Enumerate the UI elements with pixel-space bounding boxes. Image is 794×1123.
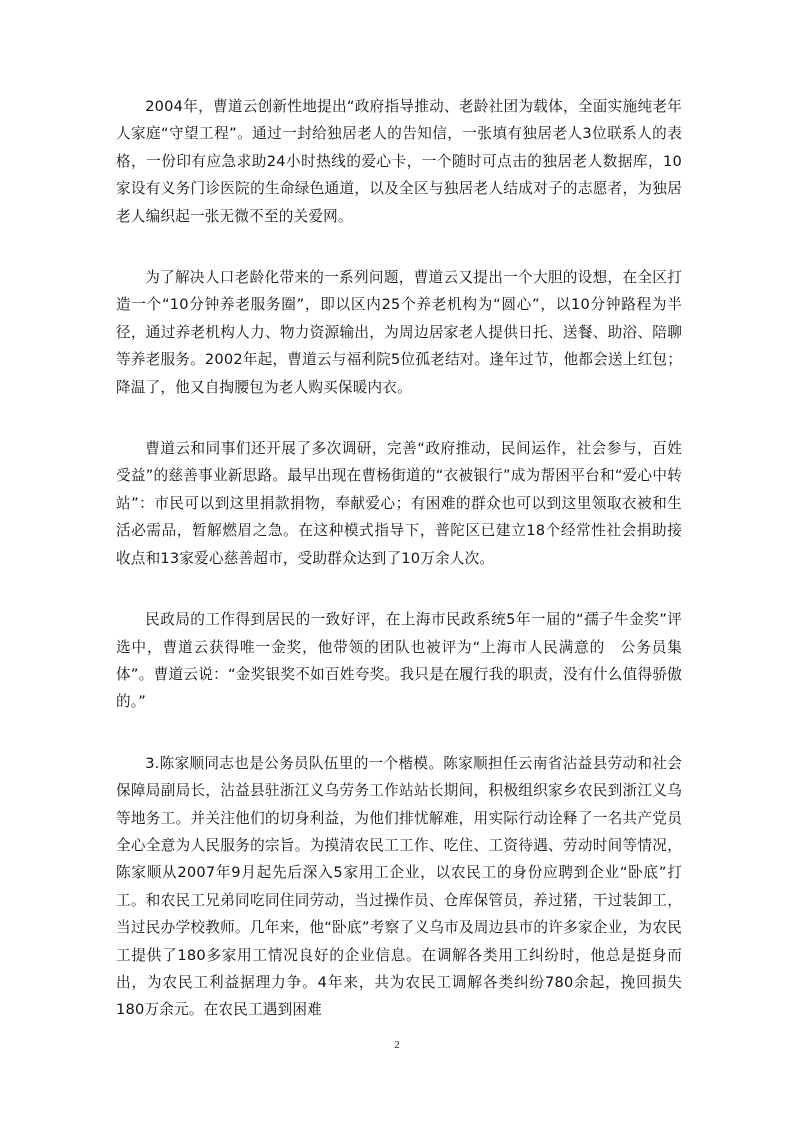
paragraph-elderly-service-circle: 为了解决人口老龄化带来的一系列问题，曹道云又提出一个大胆的设想，在全区打造一个“10分钟养老服务圈”，即以区内25个养老机构为“圆心”，以10分钟路程为半径，通过养老机构人力、物力资源输出，为周边居家老人提供日托、送餐、助浴、陪聊等养老服务。2002年起，曹道云与福利院5位孤老结对。逢年过节，他都会送上红包；降温了，他又自掏腰包为老人购买保暖内衣。 [116, 269, 682, 396]
paragraph-charity-approach: 曹道云和同事们还开展了多次调研，完善“政府推动，民间运作，社会参与，百姓受益”的慈善事业新思路。最早出现在曹杨街道的“衣被银行”成为帮困平台和“爱心中转站”：市民可以到这里捐款捐物，奉献爱心；有困难的群众也可以到这里领取衣被和生活必需品，暂解燃眉之急。在这种模式指导下，普陀区已建立18个经常性社会捐助接收点和13家爱心慈善超市，受助群众达到了10万余人次。 [116, 440, 682, 567]
paragraph-chen-jiashun: 3.陈家顺同志也是公务员队伍里的一个楷模。陈家顺担任云南省沾益县劳动和社会保障局副局长，沾益县驻浙江义乌劳务工作站站长期间，积极组织家乡农民到浙江义乌等地务工。并关注他们的切身利益，为他们排忧解难，用实际行动诠释了一名共产党员全心全意为人民服务的宗旨。为摸清农民工工作、吃住、工资待遇、劳动时间等情况，陈家顺从2007年9月起先后深入5家用工企业，以农民工的身份应聘到企业“卧底”打工。和农民工兄弟同吃同住同劳动，当过操作员、仓库保管员，养过猪，干过装卸工，当过民办学校教师。几年来，他“卧底”考察了义乌市及周边县市的许多家企业，为农民工提供了180多家用工情况良好的企业信息。在调解各类用工纠纷时，他总是挺身而出，为农民工利益据理力争。4年来，共为农民工调解各类纠纷780余起，挽回损失180万余元。在农民工遇到困难 [116, 754, 682, 1019]
page-number: 2 [394, 1039, 400, 1051]
paragraph-shouwang-project: 2004年，曹道云创新性地提出“政府指导推动、老龄社团为载体，全面实施纯老年人家庭“守望工程”。通过一封给独居老人的告知信，一张填有独居老人3位联系人的表格，一份印有应急求助24小时热线的爱心卡，一个随时可点击的独居老人数据库，10家设有义务门诊医院的生命绿色通道，以及全区与独居老人结成对子的志愿者，为独居老人编织起一张无微不至的关爱网。 [116, 98, 682, 225]
document-body [116, 93, 682, 1058]
paragraph-gold-award: 民政局的工作得到居民的一致好评，在上海市民政系统5年一届的“孺子牛金奖”评选中，曹道云获得唯一金奖，他带领的团队也被评为“上海市人民满意的 公务员集体”。曹道云说：“金奖银奖不如百姓夸奖。我只是在履行我的职责，没有什么值得骄傲的。” [116, 611, 682, 711]
